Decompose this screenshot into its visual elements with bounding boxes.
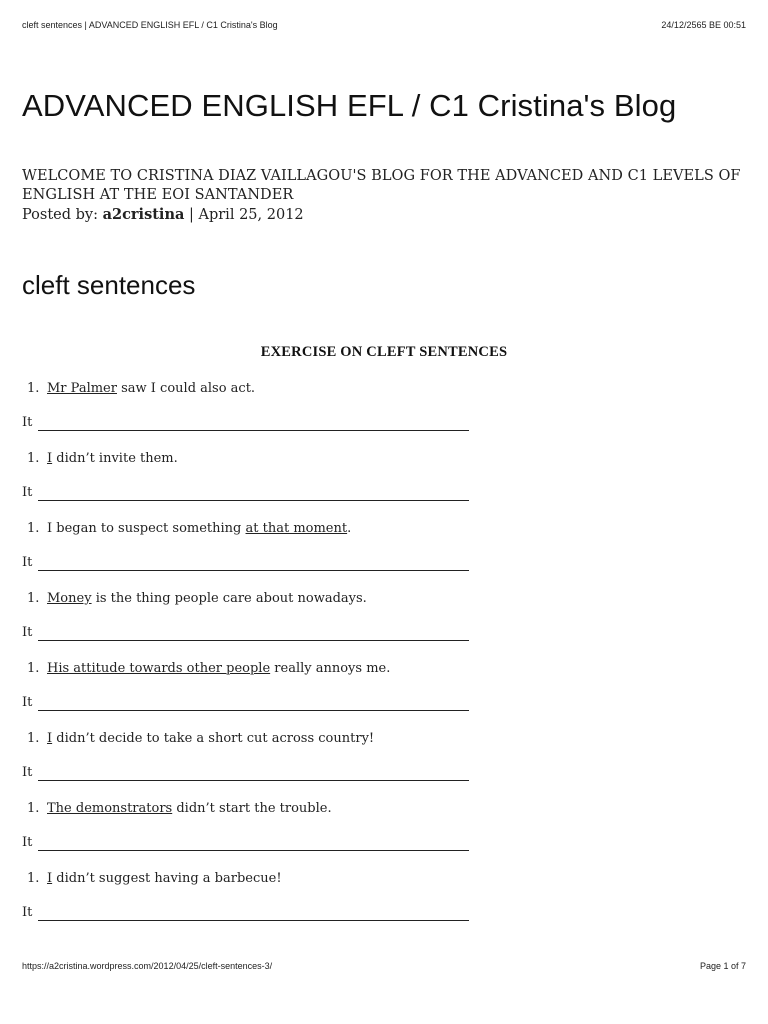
- item-text-after: didn’t start the trouble.: [172, 801, 332, 816]
- item-number: 1.: [27, 731, 40, 746]
- item-number: 1.: [27, 591, 40, 606]
- post-byline: [22, 206, 304, 223]
- item-underlined-text: I: [47, 871, 53, 886]
- item-number: 1.: [27, 451, 40, 466]
- answer-row: [22, 835, 32, 850]
- answer-row: [22, 485, 32, 500]
- print-header: [22, 20, 746, 30]
- exercise-item: [27, 661, 390, 676]
- item-text-after: didn’t invite them.: [52, 451, 178, 466]
- post-date[interactable]: April 25, 2012: [198, 207, 304, 223]
- item-number: 1.: [27, 801, 40, 816]
- answer-row: [22, 905, 32, 920]
- item-text-after: .: [347, 521, 352, 536]
- answer-prefix: It: [22, 485, 33, 500]
- item-underlined-text: Mr Palmer: [47, 381, 117, 396]
- item-underlined-text: I: [47, 451, 53, 466]
- post-title[interactable]: cleft sentences: [22, 270, 196, 300]
- exercise-item: [27, 801, 332, 816]
- exercise-item: [27, 381, 255, 396]
- exercise-item: [27, 871, 282, 886]
- answer-prefix: It: [22, 625, 33, 640]
- author-link[interactable]: a2cristina: [102, 206, 185, 223]
- item-underlined-text: His attitude towards other people: [47, 661, 271, 676]
- item-text-after: didn’t suggest having a barbecue!: [52, 871, 282, 886]
- answer-blank-line: [38, 570, 469, 571]
- byline-separator: |: [189, 207, 194, 223]
- print-timestamp: 24/12/2565 BE 00:51: [661, 20, 746, 30]
- item-number: 1.: [27, 871, 40, 886]
- answer-blank-line: [38, 710, 469, 711]
- answer-blank-line: [38, 430, 469, 431]
- exercise-item: [27, 731, 374, 746]
- exercise-heading: EXERCISE ON CLEFT SENTENCES: [260, 344, 508, 360]
- exercise-item: [27, 451, 178, 466]
- item-underlined-text: Money: [47, 591, 92, 606]
- answer-prefix: It: [22, 695, 33, 710]
- answer-row: [22, 625, 32, 640]
- item-number: 1.: [27, 381, 40, 396]
- posted-by-label: Posted by:: [22, 207, 98, 223]
- answer-blank-line: [38, 780, 469, 781]
- print-footer: [22, 961, 746, 971]
- page-indicator: Page 1 of 7: [699, 961, 746, 971]
- item-text-after: didn’t decide to take a short cut across country!: [52, 731, 375, 746]
- item-text-before: I began to suspect something: [47, 521, 246, 536]
- answer-row: [22, 765, 32, 780]
- answer-prefix: It: [22, 765, 33, 780]
- answer-blank-line: [38, 850, 469, 851]
- print-url: https://a2cristina.wordpress.com/2012/04/25/cleft-sentences-3/: [22, 961, 273, 971]
- item-text-after: saw I could also act.: [116, 381, 256, 396]
- answer-prefix: It: [22, 415, 33, 430]
- exercise-item: [27, 521, 351, 536]
- answer-blank-line: [38, 920, 469, 921]
- answer-prefix: It: [22, 905, 33, 920]
- exercise-item: [27, 591, 367, 606]
- item-underlined-text: The demonstrators: [47, 801, 173, 816]
- item-underlined-text: at that moment: [245, 521, 348, 536]
- answer-row: [22, 415, 32, 430]
- item-underlined-text: I: [47, 731, 53, 746]
- answer-blank-line: [38, 500, 469, 501]
- item-text-after: really annoys me.: [270, 661, 391, 676]
- answer-blank-line: [38, 640, 469, 641]
- blog-tagline: WELCOME TO CRISTINA DIAZ VAILLAGOU'S BLOG FOR THE ADVANCED AND C1 LEVELS OF ENGLISH AT THE EOI SANTANDER: [22, 168, 741, 203]
- answer-row: [22, 555, 32, 570]
- answer-row: [22, 695, 32, 710]
- item-number: 1.: [27, 521, 40, 536]
- item-number: 1.: [27, 661, 40, 676]
- item-text-after: is the thing people care about nowadays.: [91, 591, 367, 606]
- answer-prefix: It: [22, 835, 33, 850]
- blog-title[interactable]: ADVANCED ENGLISH EFL / C1 Cristina's Blog: [22, 88, 677, 123]
- answer-prefix: It: [22, 555, 33, 570]
- print-page-title: cleft sentences | ADVANCED ENGLISH EFL / C1 Cristina's Blog: [22, 20, 278, 30]
